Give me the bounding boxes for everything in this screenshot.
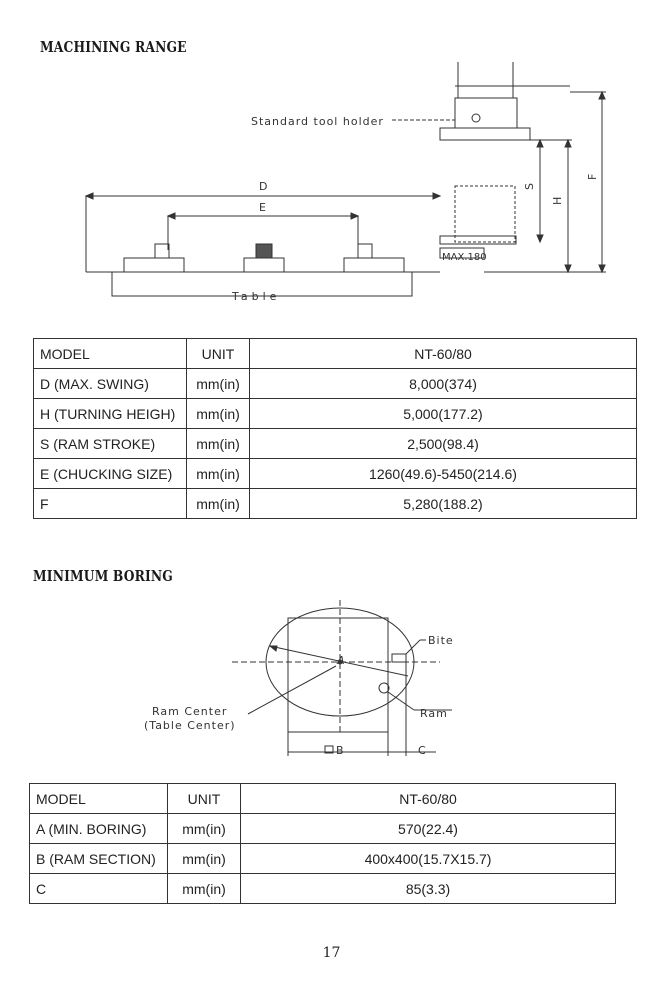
row-unit: mm(in) [168,844,241,874]
row-unit: mm(in) [168,874,241,904]
row-name: B (RAM SECTION) [30,844,168,874]
row-name: S (RAM STROKE) [34,429,187,459]
minimum-boring-diagram [0,596,663,766]
row-value: 8,000(374) [250,369,637,399]
row-unit: mm(in) [187,459,250,489]
row-unit: mm(in) [187,429,250,459]
row-value: 5,280(188.2) [250,489,637,519]
header-value: NT-60/80 [241,784,616,814]
table-row [34,369,637,399]
header-model: MODEL [34,339,187,369]
table-row [34,459,637,489]
machining-range-table [33,338,637,519]
row-name: D (MAX. SWING) [34,369,187,399]
table-header-row [34,339,637,369]
row-value: 5,000(177.2) [250,399,637,429]
header-model: MODEL [30,784,168,814]
row-name: H (TURNING HEIGH) [34,399,187,429]
row-unit: mm(in) [187,399,250,429]
row-name: F [34,489,187,519]
label-f: F [586,172,599,180]
label-s: S [523,182,536,190]
label-a: A [337,654,346,667]
row-unit: mm(in) [168,814,241,844]
row-value: 2,500(98.4) [250,429,637,459]
row-value: 570(22.4) [241,814,616,844]
table-row [30,844,616,874]
header-unit: UNIT [168,784,241,814]
label-table-center: (Table Center) [144,719,236,732]
label-h: H [551,195,564,205]
label-e: E [259,201,267,214]
row-value: 1260(49.6)-5450(214.6) [250,459,637,489]
chuck-jaw-right [344,258,404,272]
row-unit: mm(in) [187,369,250,399]
label-bite: Bite [428,634,454,647]
table-row [30,814,616,844]
row-name: E (CHUCKING SIZE) [34,459,187,489]
row-name: C [30,874,168,904]
label-ram-center: Ram Center [152,705,228,718]
row-name: A (MIN. BORING) [30,814,168,844]
table-row [34,399,637,429]
section-title-minimum-boring: MINIMUM BORING [33,567,173,585]
ram-section-square [288,618,388,732]
table-row [30,874,616,904]
section-title-machining-range: MACHINING RANGE [40,38,187,56]
page-number: 17 [322,945,341,961]
label-max180: MAX.180 [442,252,487,263]
table-row [34,429,637,459]
label-b: B [336,744,345,757]
machining-range-diagram [0,0,663,310]
table-header-row [30,784,616,814]
label-ram: Ram [420,707,448,720]
header-unit: UNIT [187,339,250,369]
minimum-boring-table [29,783,616,904]
row-value: 400x400(15.7X15.7) [241,844,616,874]
label-standard-tool-holder: Standard tool holder [251,115,384,128]
label-table: Table [232,290,281,303]
label-c: C [418,744,427,757]
label-d: D [259,180,269,193]
header-value: NT-60/80 [250,339,637,369]
chuck-jaw-left [124,258,184,272]
row-value: 85(3.3) [241,874,616,904]
table-row [34,489,637,519]
row-unit: mm(in) [187,489,250,519]
